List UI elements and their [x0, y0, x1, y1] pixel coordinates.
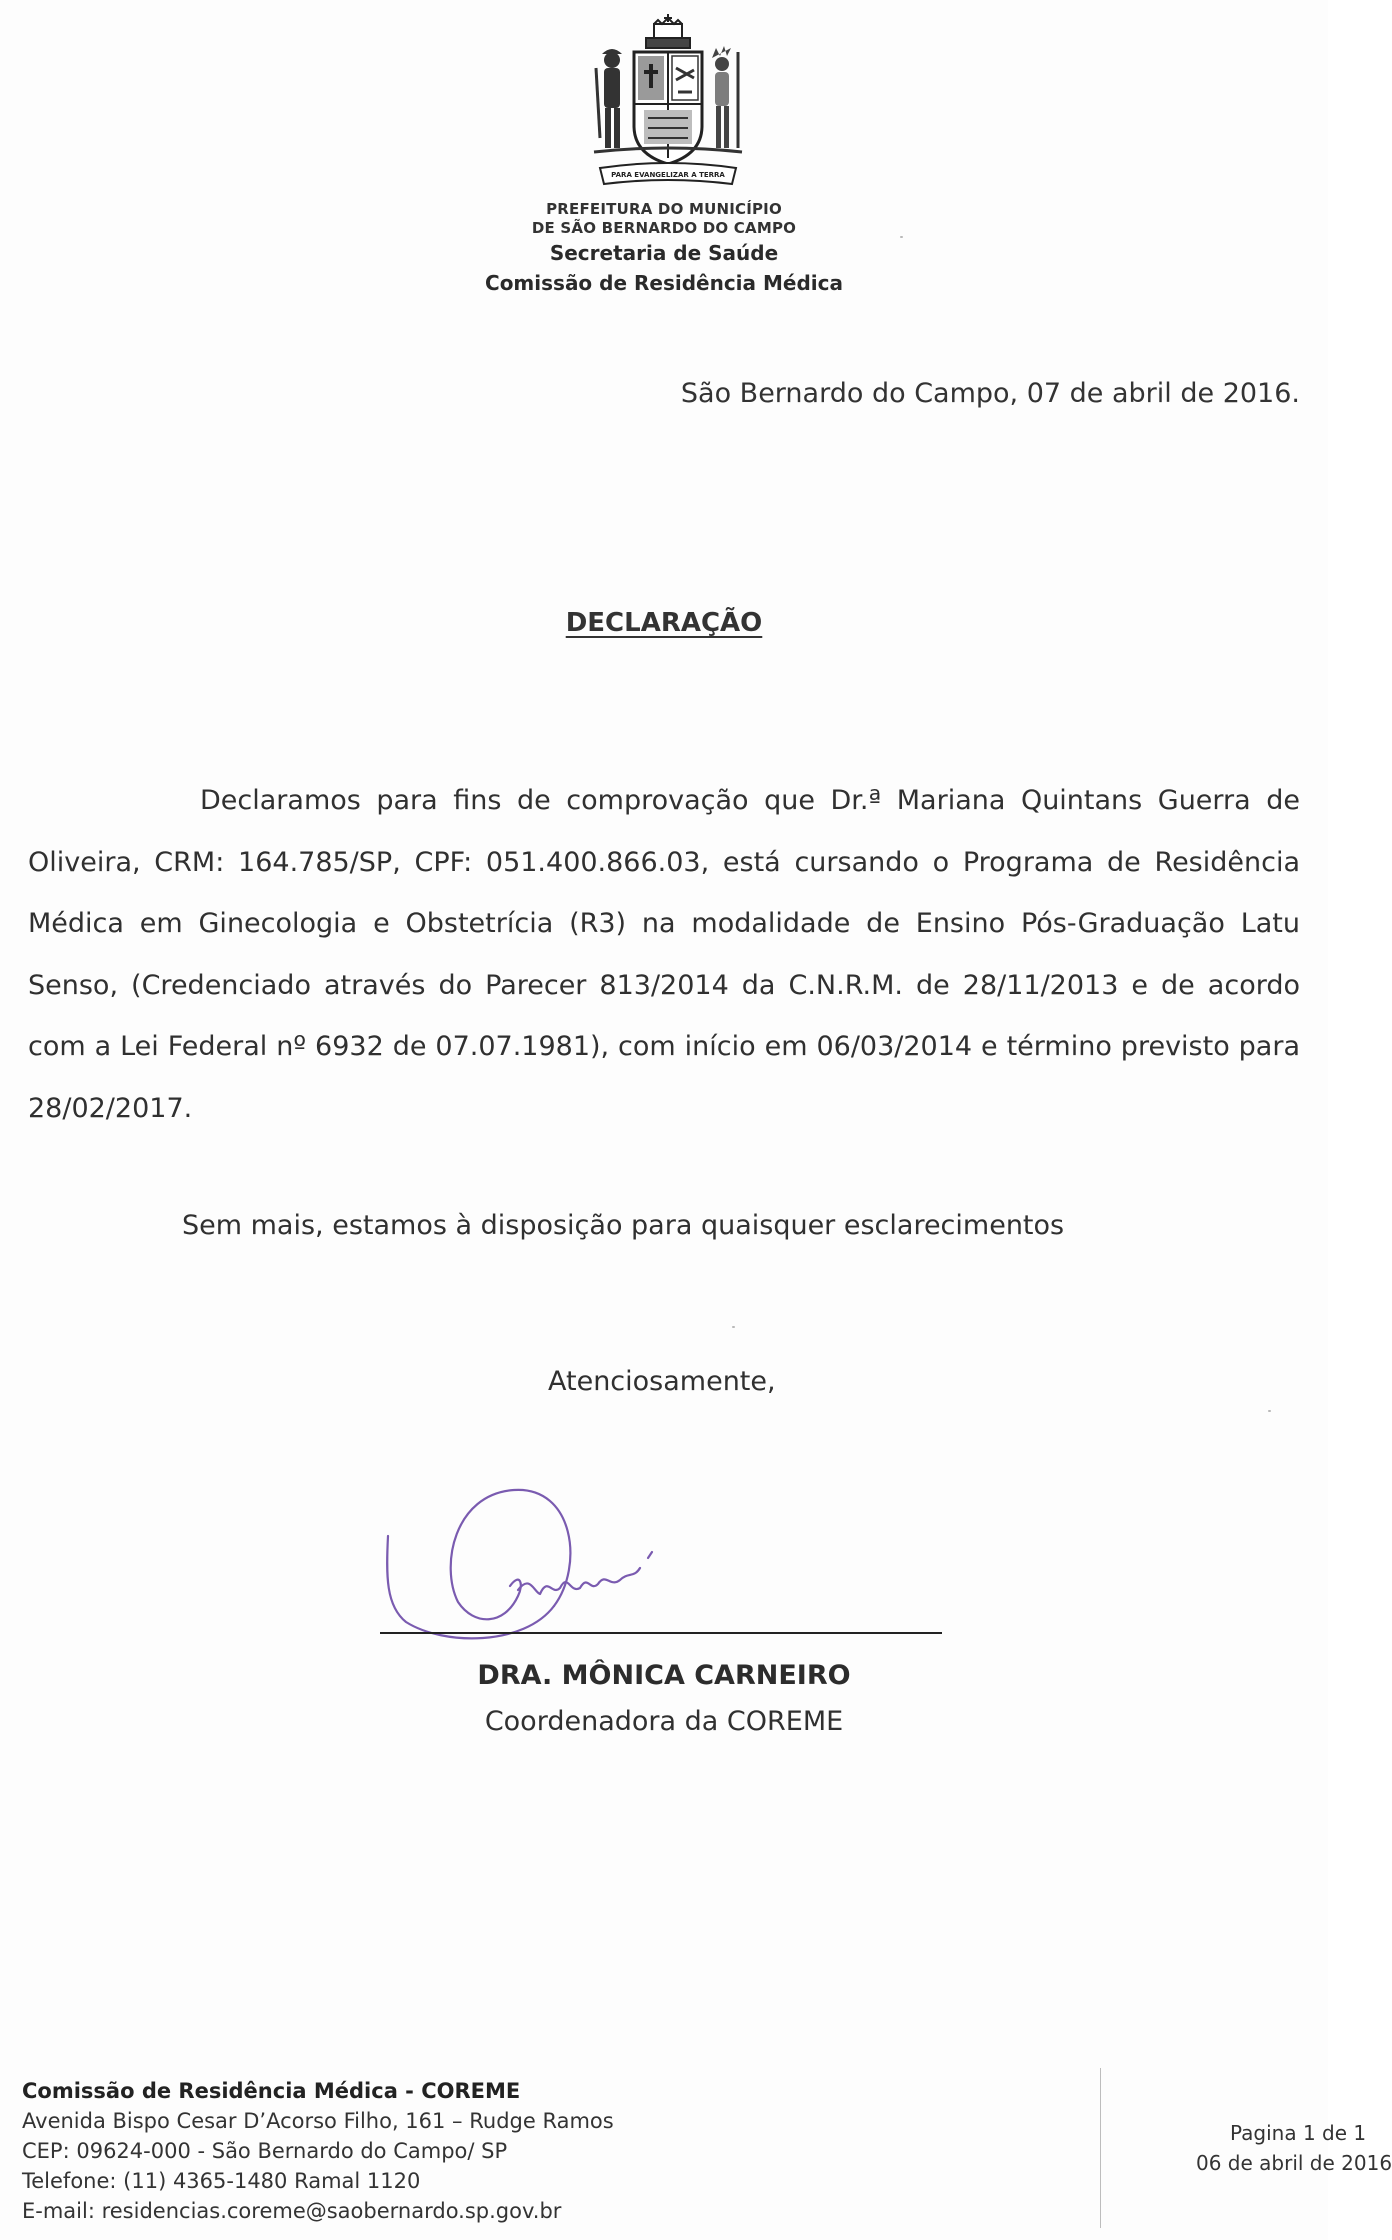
page-number: Pagina 1 de 1	[1230, 2121, 1367, 2145]
municipal-crest-logo	[586, 8, 750, 194]
prefeitura-line-2: DE SÃO BERNARDO DO CAMPO	[531, 219, 797, 237]
scan-speck	[1268, 1410, 1271, 1412]
prefeitura-line-1: PREFEITURA DO MUNICÍPIO	[546, 200, 782, 218]
document-title: DECLARAÇÃO	[565, 608, 763, 638]
signer-name: DRA. MÔNICA CARNEIRO	[477, 1660, 851, 1691]
secretaria-line: Secretaria de Saúde	[549, 241, 779, 265]
closing-sentence: Sem mais, estamos à disposição para quaisquer esclarecimentos	[182, 1210, 1065, 1241]
letterhead	[0, 200, 1328, 298]
signature-line	[380, 1632, 942, 1634]
printed-date: 06 de abril de 2016	[1196, 2151, 1392, 2175]
footer-email: E-mail: residencias.coreme@saobernardo.sp.gov.br	[22, 2199, 562, 2223]
document-date: São Bernardo do Campo, 07 de abril de 2016.	[680, 378, 1300, 409]
handwritten-signature	[384, 1476, 804, 1646]
footer-contact	[22, 2076, 614, 2226]
scan-speck	[900, 236, 903, 238]
svg-text:PARA EVANGELIZAR A TERRA: PARA EVANGELIZAR A TERRA	[611, 171, 725, 179]
scan-speck	[732, 1326, 735, 1328]
footer-cep: CEP: 09624-000 - São Bernardo do Campo/ SP	[22, 2139, 508, 2163]
footer-divider	[1100, 2068, 1101, 2228]
footer-title: Comissão de Residência Médica - COREME	[22, 2079, 521, 2103]
signer-role: Coordenadora da COREME	[484, 1706, 844, 1737]
regards: Atenciosamente,	[548, 1366, 776, 1397]
footer-page-info	[1196, 2118, 1392, 2178]
footer-phone: Telefone: (11) 4365-1480 Ramal 1120	[22, 2169, 421, 2193]
footer-address: Avenida Bispo Cesar D’Acorso Filho, 161 – Rudge Ramos	[22, 2109, 614, 2133]
declaration-body: Declaramos para fins de comprovação que Dr.ª Mariana Quintans Guerra de Oliveira, CRM: 164.785/SP, CPF: 051.400.866.03, está cursando o Programa de Residência Médica em Ginecologia e Obstetrícia (R3) na modalidade de Ensino Pós-Graduação Latu Senso, (Credenciado através do Parecer 813/2014 da C.N.R.M. de 28/11/2013 e de acordo com a Lei Federal nº 6932 de 07.07.1981), com início em 06/03/2014 e término previsto para 28/02/2017.	[28, 785, 1300, 1124]
comissao-line: Comissão de Residência Médica	[485, 271, 843, 295]
